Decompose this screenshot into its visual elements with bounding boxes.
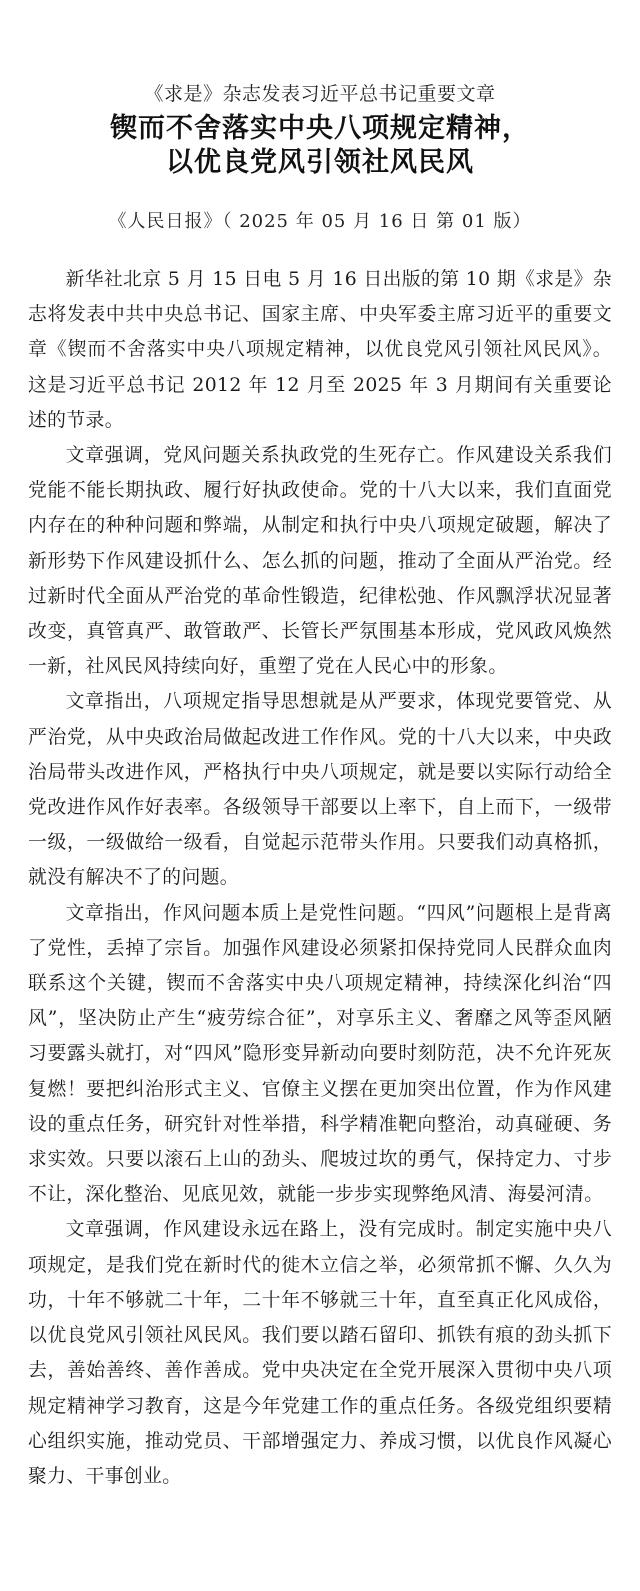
paragraph: 文章指出，八项规定指导思想就是从严要求，体现党要管党、从严治党，从中央政治局做起改进工作作风。党的十八大以来，中央政治局带头改进作风，严格执行中央八项规定，就是要以实际行动给全党改进作风作好表率。各级领导干部要以上率下，自上而下，一级带一级，一级做给一级看，自觉起示范带头作用。只要我们动真格抓，就没有解决不了的问题。 bbox=[28, 691, 612, 889]
paragraph: 新华社北京 5 月 15 日电 5 月 16 日出版的第 10 期《求是》杂志将发表中共中央总书记、国家主席、中央军委主席习近平的重要文章《锲而不舍落实中央八项规定精神，以优良党风引领社风民风》。这是习近平总书记 2012 年 12 月至 2025 年 3 月期间有关重要论述的节录。 bbox=[28, 269, 612, 431]
paragraph: 文章强调，党风问题关系执政党的生死存亡。作风建设关系我们党能不能长期执政、履行好执政使命。党的十八大以来，我们直面党内存在的种种问题和弊端，从制定和执行中央八项规定破题，解决了新形势下作风建设抓什么、怎么抓的问题，推动了全面从严治党。经过新时代全面从严治党的革命性锻造，纪律松弛、作风飘浮状况显著改变，真管真严、敢管敢严、长管长严氛围基本形成，党风政风焕然一新，社风民风持续向好，重塑了党在人民心中的形象。 bbox=[28, 445, 612, 678]
article-kicker: 《求是》杂志发表习近平总书记重要文章 bbox=[144, 83, 496, 105]
paragraph: 文章强调，作风建设永远在路上，没有完成时。制定实施中央八项规定，是我们党在新时代的徙木立信之举，必须常抓不懈、久久为功，十年不够就二十年，二十年不够就三十年，直至真正化风成俗，以优良党风引领社风民风。我们要以踏石留印、抓铁有痕的劲头抓下去，善始善终、善作善成。党中央决定在全党开展深入贯彻中央八项规定精神学习教育，这是今年党建工作的重点任务。各级党组织要精心组织实施，推动党员、干部增强定力、养成习惯，以优良作风凝心聚力、干事创业。 bbox=[28, 1219, 612, 1487]
article-body bbox=[28, 262, 612, 1494]
article-title-line-1: 锲而不舍落实中央八项规定精神， bbox=[110, 113, 530, 144]
article-source: 《人民日报》（ 2025 年 05 月 16 日 第 01 版） bbox=[108, 211, 532, 232]
article-title-line-2: 以优良党风引领社风民风 bbox=[166, 147, 474, 178]
paragraph: 文章指出，作风问题本质上是党性问题。“四风”问题根上是背离了党性，丢掉了宗旨。加强作风建设必须紧扣保持党同人民群众血肉联系这个关键，锲而不舍落实中央八项规定精神，持续深化纠治“四风”，坚决防止产生“疲劳综合征”，对享乐主义、奢靡之风等歪风陋习要露头就打，对“四风”隐形变异新动向要时刻防范，决不允许死灰复燃！要把纠治形式主义、官僚主义摆在更加突出位置，作为作风建设的重点任务，研究针对性举措，科学精准靶向整治，动真碰硬、务求实效。只要以滚石上山的劲头、爬坡过坎的勇气，保持定力、寸步不让，深化整治、见底见效，就能一步步实现弊绝风清、海晏河清。 bbox=[28, 902, 612, 1206]
